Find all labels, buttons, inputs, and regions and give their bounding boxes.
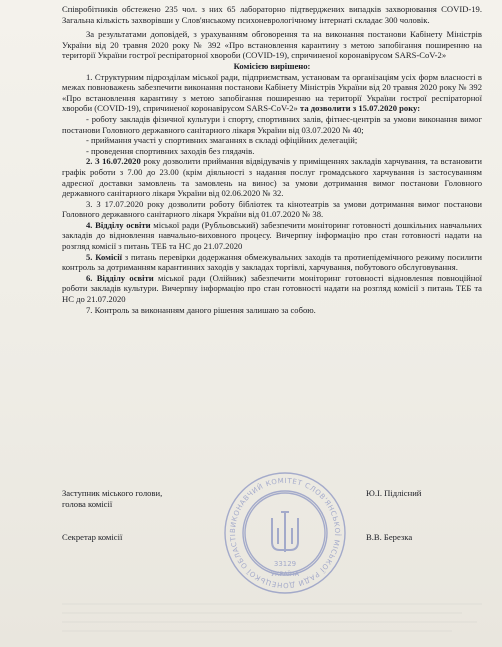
item-4-lead: 4. Відділу освіти xyxy=(86,219,151,230)
item-6-text: міської ради (Олійник) забезпечити моніторинг готовності відновлення повноційної роботи закладів культури. Вичерпну інформацію про стан готовності надати на розгляд комісії з питань ТЕБ та НС до 21.07.2020 xyxy=(62,272,482,305)
item-2-lead: 2. З 16.07.2020 xyxy=(86,156,141,167)
bullet-sports-facilities: - роботу закладів фізичної культури і спорту, спортивних залів, фітнес-центрів за умови виконання вимог постанови Головного державного санітарного лікаря України від 03.07.2020 № 40; xyxy=(62,113,482,135)
trident-icon xyxy=(272,512,298,552)
item-1-text: 1. Структурним підрозділам міської ради, підприємствам, установам та організаціям усіх форм власності в межах повноважень забезпечити виконання постанови Кабінету Міністрів України від 20 травня 2020 року № 392 «Про встановлення карантину з метою запобігання поширенню на території України гострої респіраторної хвороби (COVID-19), спричиненої коронавірусом SARS-CoV-2» xyxy=(62,71,482,114)
item-1-paragraph xyxy=(62,72,482,114)
bleed-through-texture xyxy=(62,600,482,640)
resolution-heading: Комісією вирішено: xyxy=(233,60,311,71)
item-1-bold: та дозволити з 15.07.2020 року: xyxy=(297,103,421,114)
bullet-events: - проведення спортивних заходів без глядачів. xyxy=(86,145,255,156)
item-5-paragraph xyxy=(62,252,482,273)
item-5-lead: 5. Комісії xyxy=(86,251,122,262)
item-4-paragraph xyxy=(62,220,482,252)
stamp-inner-text: УКРАЇНА xyxy=(270,570,300,578)
item-6-lead: 6. Відділу освіти xyxy=(86,272,154,283)
bullet-competitions: - приймання участі у спортивних змаганнях в складі офіційних делегацій; xyxy=(86,135,358,146)
stamp-ring-text: ВИКОНАВЧИЙ КОМІТЕТ СЛОВ'ЯНСЬКОЇ МІСЬКОЇ РАДИ ДОНЕЦЬКОЇ ОБЛАСТІ xyxy=(228,476,342,590)
secretary-name: В.В. Березка xyxy=(366,532,413,542)
secretary-title: Секретар комісії xyxy=(62,532,123,542)
item-7-paragraph: 7. Контроль за виконанням даного рішення залишаю за собою. xyxy=(86,304,316,315)
deputy-name: Ю.І. Підлісний xyxy=(366,488,422,498)
item-3-paragraph: 3. З 17.07.2020 року дозволити роботу бібліотек та кінотеатрів за умови дотримання вимог постанови Головного державного санітарного лікаря України від 01.07.2020 № 38. xyxy=(62,198,482,220)
considering-paragraph: За результатами доповідей, з урахуванням обговорення та на виконання постанови Кабінету Міністрів України від 20 травня 2020 року № 392 «Про встановлення карантину з метою запобігання поширенню на території України гострої респіраторної хвороби (COVID-19), спричиненої коронавірусом SARS-CoV-2» xyxy=(62,29,482,61)
document-body xyxy=(62,4,482,315)
item-2-text: року дозволити приймання відвідувачів у приміщеннях закладів харчування, та встановити графік роботи з 7.00 до 23.00 (крім діяльності з надання послуг громадського харчування із застосуванням адресної доставки замовлень та замовлень на винос) за умови дотримання вимог постанови Головного державного санітарного лікаря України від 02.06.2020 № 32. xyxy=(62,156,483,199)
deputy-title xyxy=(62,488,162,509)
item-2-paragraph xyxy=(62,156,482,198)
item-4-text: міської ради (Рубльовський) забезпечити моніторинг готовності дошкільних навчальних закладів до відновлення навчально-виховного процесу. Вичерпну інформацію про стан готовності надати на розгляд комісії з питань ТЕБ та НС до 21.07.2020 xyxy=(62,219,483,252)
deputy-title-line1: Заступник міського голови, xyxy=(62,488,163,498)
official-seal-stamp xyxy=(220,468,350,598)
deputy-title-line2: голова комісії xyxy=(62,498,113,509)
item-5-text: з питань перевірки додержання обмежувальних заходів та протиепідемічного режиму посилити контроль за дотриманням карантинних заходів у закладах торгівлі, харчування, побутового обслуговування. xyxy=(62,251,482,273)
stamp-code: 33129 xyxy=(273,560,297,568)
intro-paragraph: Співробітників обстежено 235 чол. з них 65 лабораторно підтверджених випадків захворювання COVID-19. Загальна кількість захворівши у Слов'янському психоневрологічному інтернаті складає 300 чоловік. xyxy=(62,4,482,25)
item-6-paragraph xyxy=(62,273,482,305)
